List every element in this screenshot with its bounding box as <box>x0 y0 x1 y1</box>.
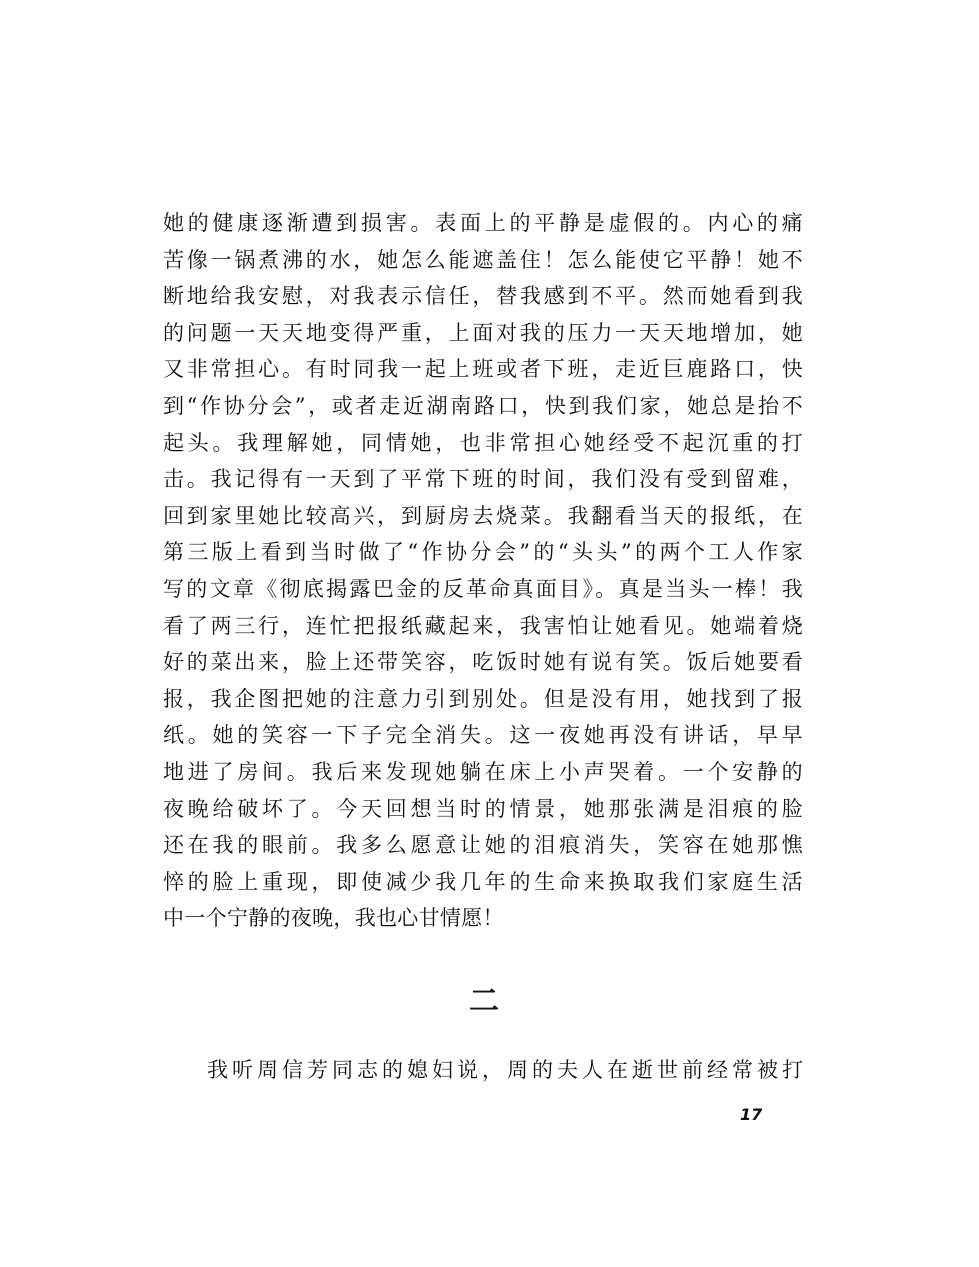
text-line: 地进了房间。我后来发现她躺在床上小声哭着。一个安静的 <box>163 759 803 784</box>
text-line: 击。我记得有一天到了平常下班的时间，我们没有受到留难， <box>163 467 803 492</box>
text-line: 悴的脸上重现，即使减少我几年的生命来换取我们家庭生活 <box>163 869 803 894</box>
text-line: 她的健康逐渐遭到损害。表面上的平静是虚假的。内心的痛 <box>163 211 803 235</box>
text-line: 的问题一天天地变得严重，上面对我的压力一天天地增加，她 <box>163 320 803 345</box>
text-line: 起头。我理解她，同情她，也非常担心她经受不起沉重的打 <box>163 430 803 455</box>
text-line: 写的文章《彻底揭露巴金的反革命真面目》。真是当头一棒！我 <box>163 576 803 601</box>
page-number: 17 <box>740 1105 763 1124</box>
text-line: 还在我的眼前。我多么愿意让她的泪痕消失，笑容在她那憔 <box>163 833 803 858</box>
text-line: 苦像一锅煮沸的水，她怎么能遮盖住！怎么能使它平静！她不 <box>163 247 803 272</box>
text-line: 又非常担心。有时同我一起上班或者下班，走近巨鹿路口，快 <box>163 357 803 382</box>
text-line: 好的菜出来，脸上还带笑容，吃饭时她有说有笑。饭后她要看 <box>163 650 803 675</box>
text-line: 报，我企图把她的注意力引到别处。但是没有用，她找到了报 <box>163 686 803 711</box>
text-line: 纸。她的笑容一下子完全消失。这一夜她再没有讲话，早早 <box>163 723 803 748</box>
text-line: 第三版上看到当时做了“作协分会”的“头头”的两个工人作家 <box>163 540 803 565</box>
section-heading: 二 <box>469 984 499 1019</box>
text-line: 到“作协分会”，或者走近湖南路口，快到我们家，她总是抬不 <box>163 393 803 418</box>
text-line: 断地给我安慰，对我表示信任，替我感到不平。然而她看到我 <box>163 284 803 309</box>
text-line: 回到家里她比较高兴，到厨房去烧菜。我翻看当天的报纸，在 <box>163 503 803 528</box>
text-line: 夜晚给破坏了。今天回想当时的情景，她那张满是泪痕的脸 <box>163 796 803 821</box>
section-first-line: 我听周信芳同志的媳妇说，周的夫人在逝世前经常被打 <box>207 1058 803 1082</box>
text-line: 看了两三行，连忙把报纸藏起来，我害怕让她看见。她端着烧 <box>163 613 803 638</box>
text-line: 中一个宁静的夜晚，我也心甘情愿！ <box>163 906 504 931</box>
paragraph <box>163 205 803 937</box>
